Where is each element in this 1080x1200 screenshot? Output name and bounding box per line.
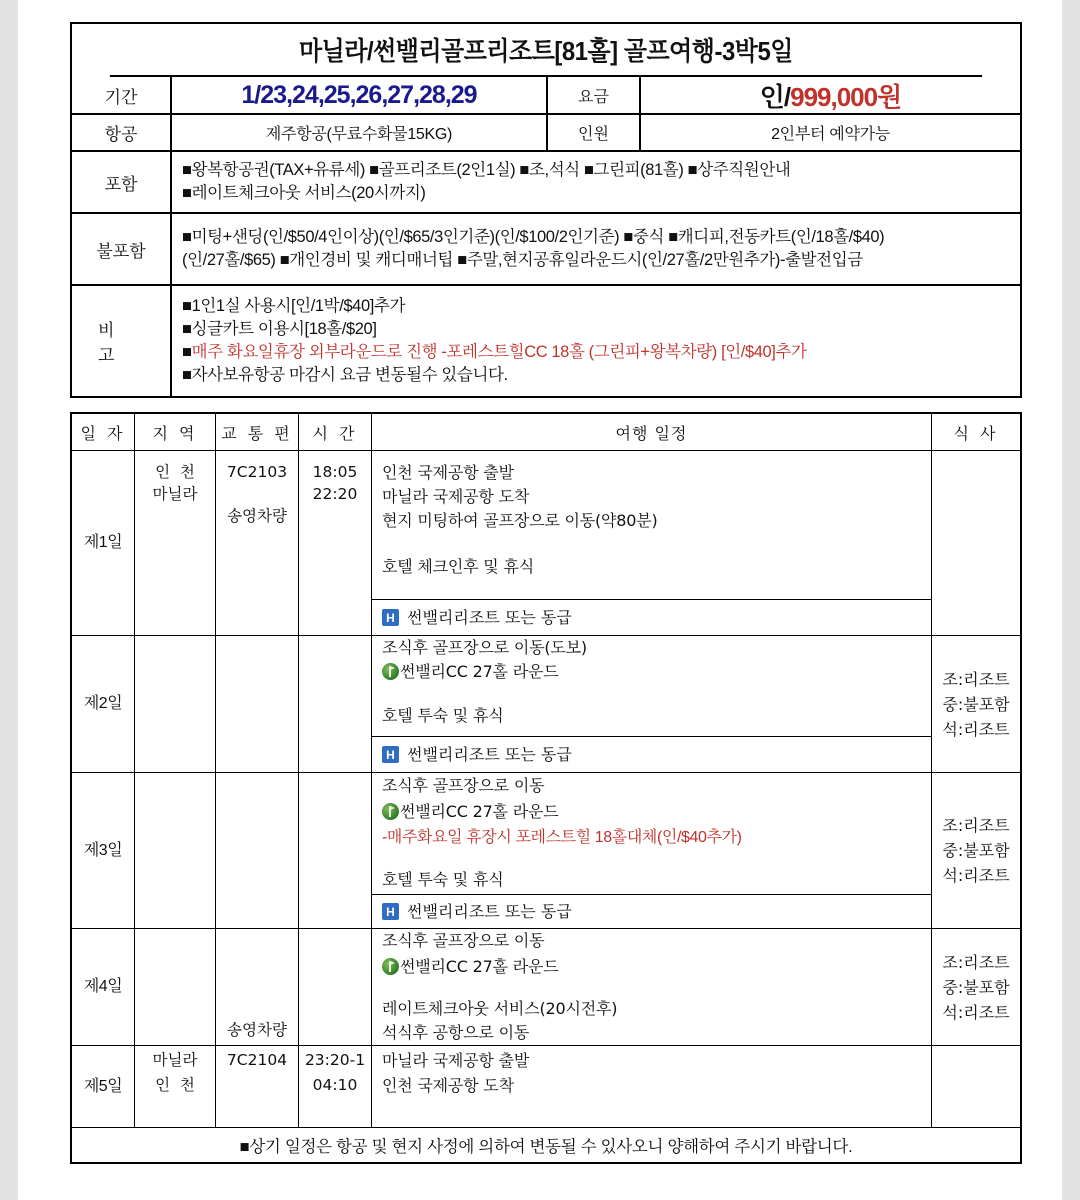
fee-amount: 999,000원 <box>790 81 902 112</box>
flight-number: 7C2103 <box>226 463 288 481</box>
meal-breakfast: 조:리조트 <box>942 669 1010 689</box>
schedule-line: 조식후 골프장으로 이동(도보) <box>382 638 587 657</box>
meal-lunch: 중:불포함 <box>942 841 1010 860</box>
meal-cell <box>932 929 1020 1045</box>
people-value: 2인부터 예약가능 <box>771 126 890 143</box>
time-cell <box>299 1046 372 1127</box>
day-label: 제4일 <box>72 929 135 1045</box>
hotel-line <box>372 894 931 928</box>
period-value: 1/23,24,25,26,27,28,29 <box>172 77 548 113</box>
area-cell <box>135 451 216 635</box>
schedule-line: 마닐라 국제공항 출발 <box>382 1051 530 1070</box>
itinerary-row-day1 <box>72 451 1020 636</box>
area-line: 인 천 <box>155 1076 195 1094</box>
fee-prefix: 인/ <box>759 81 791 112</box>
header-day: 일 자 <box>72 414 135 450</box>
hotel-line <box>372 599 931 635</box>
summary-row-included <box>72 152 1020 214</box>
area-line: 인 천 <box>155 463 195 481</box>
departure-time: 23:20-1 <box>304 1051 366 1069</box>
included-line: ■왕복항공권(TAX+유류세) ■골프리조트(2인1실) ■조,석식 ■그린피(81홀) ■상주직원안내 <box>182 161 791 179</box>
meal-cell <box>932 636 1020 772</box>
note-line-highlight: ■매주 화요일휴장 외부라운드로 진행 -포레스트힐CC 18홀 (그린피+왕복차량) [인/$40]추가 <box>182 343 807 361</box>
meal-cell <box>932 773 1020 928</box>
schedule-line: 마닐라 국제공항 도착 <box>382 487 530 506</box>
arrival-time: 22:20 <box>312 485 358 503</box>
day-label: 제3일 <box>72 773 135 928</box>
day-label: 제1일 <box>72 451 135 635</box>
excluded-list <box>172 214 1020 284</box>
hotel-icon: H <box>382 903 399 920</box>
document-page <box>18 0 1062 1200</box>
note-line: ■싱글카트 이용시[18홀/$20] <box>182 320 377 338</box>
schedule-cell <box>372 929 932 1045</box>
itinerary-row-day4 <box>72 929 1020 1046</box>
meal-breakfast: 조:리조트 <box>942 816 1010 835</box>
transfer-vehicle: 송영차량 <box>227 507 287 525</box>
summary-row-period-fee <box>72 77 1020 115</box>
area-line: 마닐라 <box>152 1051 198 1069</box>
excluded-line: (인/27홀/$65) ■개인경비 및 캐디매너팁 ■주말,현지공휴일라운드시(인/27홀/2만원추가)-출발전입금 <box>182 251 863 269</box>
area-line: 마닐라 <box>152 485 198 503</box>
header-time: 시 간 <box>299 414 372 450</box>
hotel-line <box>372 736 931 772</box>
meal-breakfast: 조:리조트 <box>942 952 1010 972</box>
itinerary-row-day5 <box>72 1046 1020 1128</box>
meal-cell <box>932 1046 1020 1127</box>
people-label: 인원 <box>548 115 641 150</box>
meal-cell <box>932 451 1020 635</box>
meal-dinner: 석:리조트 <box>942 719 1010 739</box>
area-cell <box>135 929 216 1045</box>
hotel-name: 썬밸리리조트 또는 동급 <box>407 607 572 627</box>
excluded-line: ■미팅+샌딩(인/$50/4인이상)(인/$65/3인기준)(인/$100/2인기준) ■중식 ■캐디피,전동카트(인/18홀/$40) <box>182 228 885 246</box>
schedule-line: 인천 국제공항 도착 <box>382 1076 514 1095</box>
fee-value <box>641 77 1020 113</box>
transport-cell <box>216 451 299 635</box>
golf-flag-icon <box>382 663 399 680</box>
schedule-line: 현지 미팅하여 골프장으로 이동(약80분) <box>382 511 658 530</box>
itinerary-row-day3 <box>72 773 1020 929</box>
schedule-line: 호텔 투숙 및 휴식 <box>382 706 504 725</box>
departure-time: 18:05 <box>312 463 358 481</box>
excluded-label: 불포함 <box>72 214 172 284</box>
schedule-line: 조식후 골프장으로 이동 <box>382 776 545 795</box>
tour-title: 마닐라/썬밸리골프리조트[81홀] 골프여행-3박5일 <box>110 24 982 77</box>
arrival-time: 04:10 <box>312 1076 358 1094</box>
notes-list <box>172 286 1020 396</box>
area-cell <box>135 636 216 772</box>
header-meals: 식 사 <box>953 423 999 443</box>
schedule-line: 석식후 공항으로 이동 <box>382 1023 530 1042</box>
fee-label: 요금 <box>548 77 641 113</box>
hotel-icon: H <box>382 609 399 626</box>
meal-lunch: 중:불포함 <box>942 694 1010 714</box>
itinerary-disclaimer: ■상기 일정은 항공 및 현지 사정에 의하여 변동될 수 있사오니 양해하여 주시기 바랍니다. <box>239 1138 853 1156</box>
schedule-line: 호텔 투숙 및 휴식 <box>382 870 504 889</box>
header-area: 지 역 <box>135 414 216 450</box>
meal-dinner: 석:리조트 <box>942 866 1010 885</box>
included-line: ■레이트체크아웃 서비스(20시까지) <box>182 184 426 202</box>
golf-round-line: 썬밸리CC 27홀 라운드 <box>382 953 931 981</box>
meal-dinner: 석:리조트 <box>942 1002 1010 1022</box>
area-cell <box>135 1046 216 1127</box>
hotel-name: 썬밸리리조트 또는 동급 <box>407 901 572 921</box>
time-cell <box>299 773 372 928</box>
notes-label: 비고 <box>72 286 172 396</box>
golf-flag-icon <box>382 958 399 975</box>
schedule-cell <box>372 1046 932 1127</box>
schedule-cell <box>372 451 932 635</box>
transport-cell <box>216 636 299 772</box>
schedule-cell <box>372 636 932 772</box>
itinerary-header-row <box>72 414 1020 451</box>
transport-cell <box>216 773 299 928</box>
summary-row-airline-people <box>72 115 1020 152</box>
note-line: ■1인1실 사용시[인/1박/$40]추가 <box>182 297 405 315</box>
hotel-icon: H <box>382 746 399 763</box>
hotel-name: 썬밸리리조트 또는 동급 <box>407 744 572 764</box>
schedule-cell <box>372 773 932 928</box>
header-schedule: 여행 일정 <box>372 414 932 450</box>
time-cell <box>299 636 372 772</box>
area-cell <box>135 773 216 928</box>
itinerary-row-day2 <box>72 636 1020 773</box>
schedule-line: 조식후 골프장으로 이동 <box>382 931 545 950</box>
airline-label: 항공 <box>72 115 172 150</box>
summary-row-notes <box>72 286 1020 396</box>
meal-lunch: 중:불포함 <box>942 977 1010 997</box>
time-cell <box>299 929 372 1045</box>
time-cell <box>299 451 372 635</box>
transport-cell <box>216 929 299 1045</box>
airline-value: 제주항공(무료수화물15KG) <box>172 115 548 150</box>
note-line: ■자사보유항공 마감시 요금 변동될수 있습니다. <box>182 366 508 384</box>
period-label: 기간 <box>72 77 172 113</box>
transport-cell <box>216 1046 299 1127</box>
tour-summary-table <box>70 22 1022 398</box>
golf-round-line: 썬밸리CC 27홀 라운드 <box>382 660 931 684</box>
header-transport: 교 통 편 <box>216 414 299 450</box>
schedule-line: 인천 국제공항 출발 <box>382 463 514 482</box>
golf-flag-icon <box>382 803 399 820</box>
day-label: 제2일 <box>72 636 135 772</box>
schedule-line: 호텔 체크인후 및 휴식 <box>382 557 534 576</box>
golf-round-line: 썬밸리CC 27홀 라운드 <box>382 799 931 825</box>
day-label: 제5일 <box>72 1046 135 1127</box>
schedule-line: 레이트체크아웃 서비스(20시전후) <box>382 999 618 1018</box>
itinerary-table <box>70 412 1022 1164</box>
schedule-note-red: -매주화요일 휴장시 포레스트힐 18홀대체(인/$40추가) <box>382 829 742 846</box>
summary-row-excluded <box>72 214 1020 286</box>
included-list <box>172 152 1020 212</box>
included-label: 포함 <box>72 152 172 212</box>
transfer-vehicle: 송영차량 <box>227 1021 287 1039</box>
flight-number: 7C2104 <box>226 1051 288 1069</box>
